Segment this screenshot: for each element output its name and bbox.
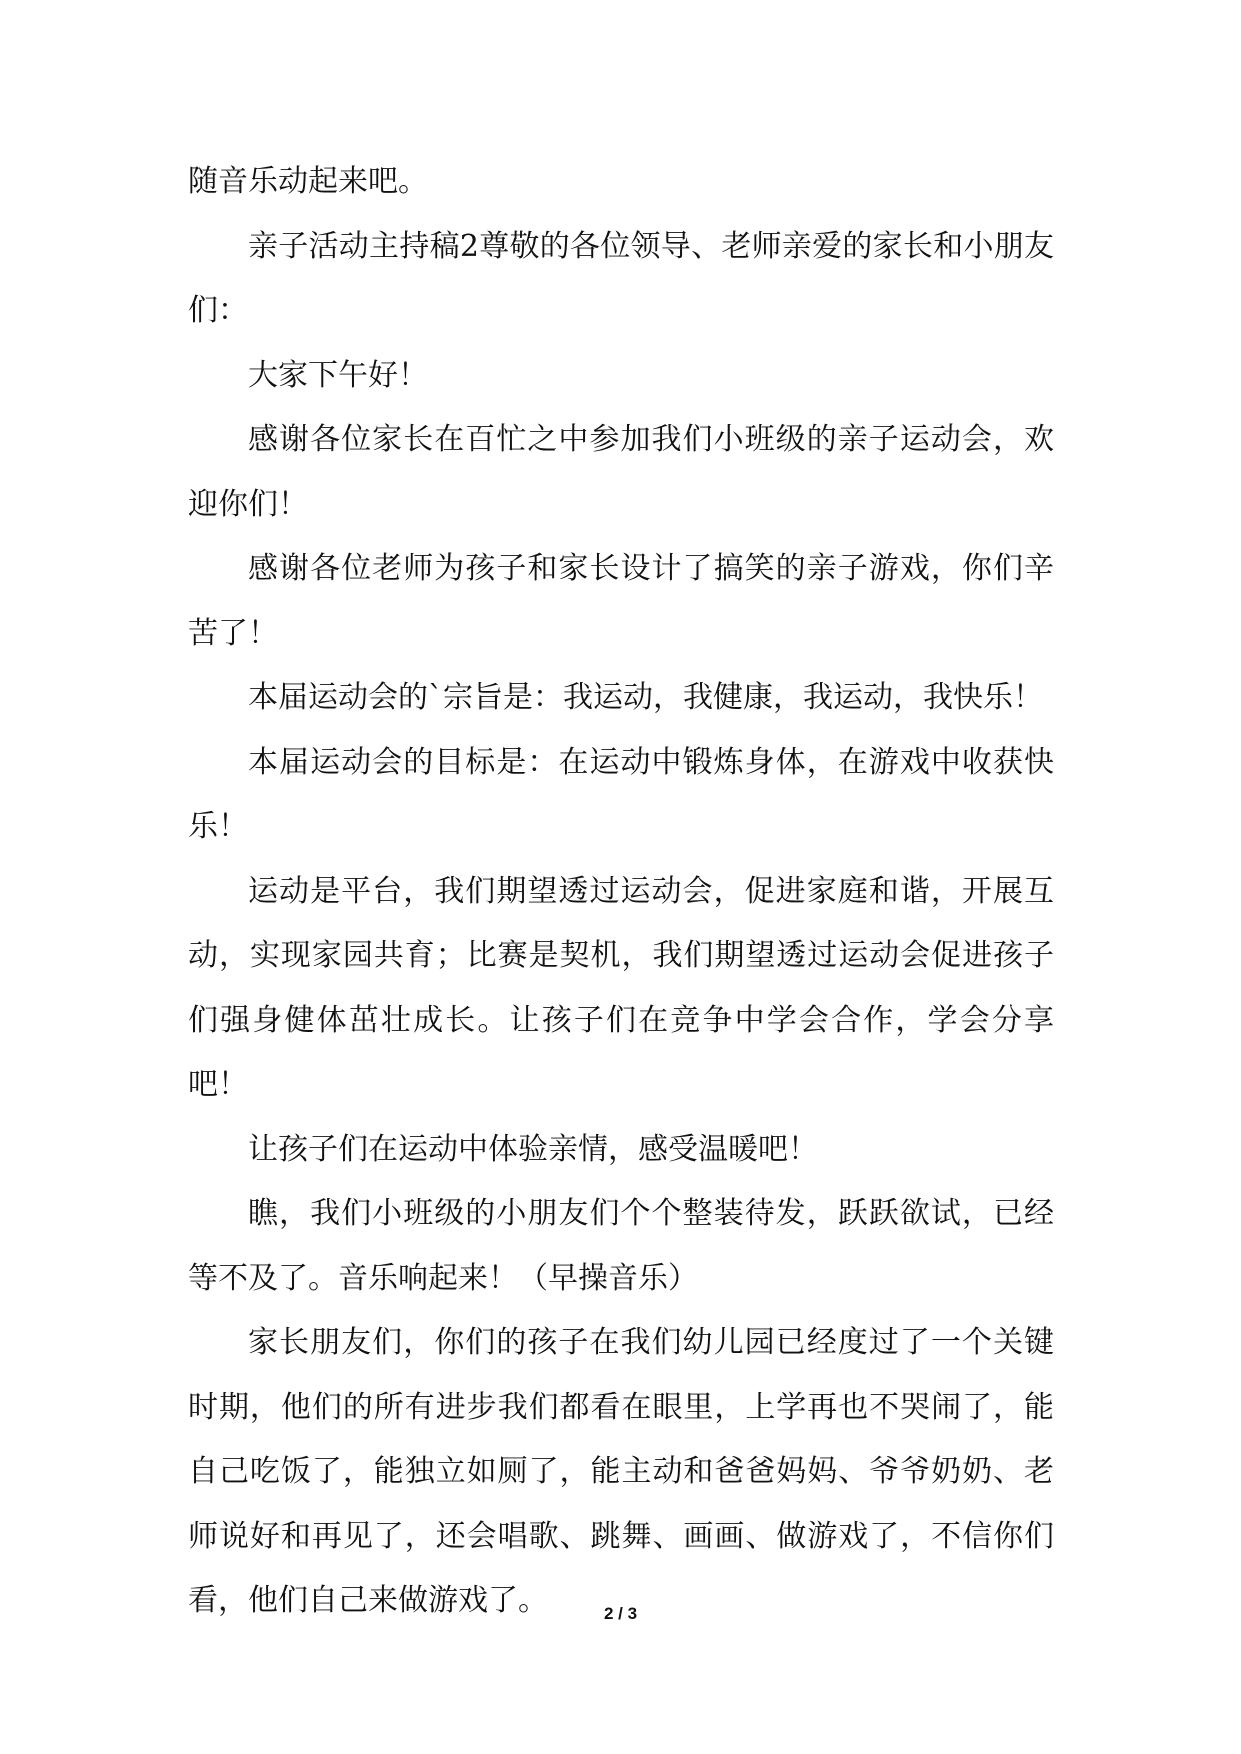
paragraph-greeting: 大家下午好！ xyxy=(248,357,428,393)
page-number: 2 / 3 xyxy=(603,1604,638,1623)
paragraph-thanks-teachers: 感谢各位老师为孩子和家长设计了搞笑的亲子游戏，你们辛苦了！ xyxy=(188,551,1054,651)
paragraph-morning-exercise: 瞧，我们小班级的小朋友们个个整装待发，跃跃欲试，已经等不及了。音乐响起来！（早操音乐） xyxy=(188,1196,1054,1296)
paragraph-goal: 本届运动会的目标是：在运动中锻炼身体，在游戏中收获快乐！ xyxy=(188,744,1054,844)
paragraph-thanks-parents: 感谢各位家长在百忙之中参加我们小班级的亲子运动会，欢迎你们！ xyxy=(188,422,1054,522)
paragraph-salutation: 亲子活动主持稿2尊敬的各位领导、老师亲爱的家长和小朋友们： xyxy=(188,228,1054,328)
paragraph-progress: 家长朋友们，你们的孩子在我们幼儿园已经度过了一个关键时期，他们的所有进步我们都看在眼里，上学再也不哭闹了，能自己吃饭了，能独立如厕了，能主动和爸爸妈妈、爷爷奶奶、老师说好和再见了，还会唱歌、跳舞、画画、做游戏了，不信你们看，他们自己来做游戏了。 xyxy=(188,1325,1054,1618)
paragraph-family-love: 让孩子们在运动中体验亲情，感受温暖吧！ xyxy=(248,1131,818,1167)
paragraph-continuation: 随音乐动起来吧。 xyxy=(188,164,428,199)
document-body xyxy=(188,150,1054,1634)
paragraph-purpose: 本届运动会的`宗旨是：我运动，我健康，我运动，我快乐！ xyxy=(248,680,1043,715)
paragraph-platform: 运动是平台，我们期望透过运动会，促进家庭和谐，开展互动，实现家园共育；比赛是契机，我们期望透过运动会促进孩子们强身健体茁壮成长。让孩子们在竞争中学会合作，学会分享吧！ xyxy=(188,873,1054,1102)
